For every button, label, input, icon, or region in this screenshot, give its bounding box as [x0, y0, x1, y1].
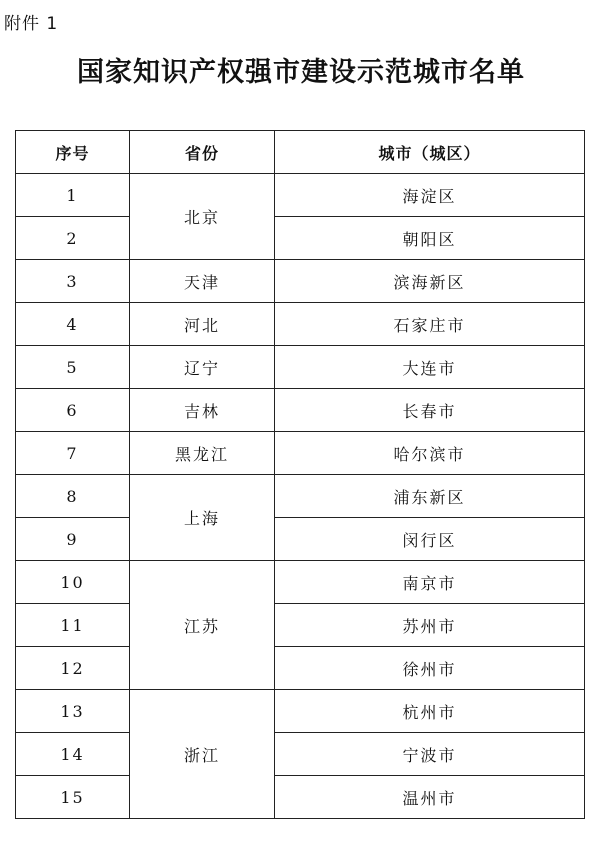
cell-city: 哈尔滨市	[275, 432, 585, 475]
cell-no: 15	[16, 776, 130, 819]
table-header-row	[16, 131, 585, 174]
cell-province: 黑龙江	[130, 432, 275, 475]
table-row	[16, 690, 585, 733]
cell-city: 闵行区	[275, 518, 585, 561]
table-row	[16, 776, 585, 819]
header-city: 城市（城区）	[275, 131, 585, 174]
cell-no: 2	[16, 217, 130, 260]
table-row	[16, 561, 585, 604]
table-row	[16, 518, 585, 561]
cell-no: 6	[16, 389, 130, 432]
cell-city: 浦东新区	[275, 475, 585, 518]
cell-province: 河北	[130, 303, 275, 346]
table-row	[16, 389, 585, 432]
table-row	[16, 604, 585, 647]
table-row	[16, 174, 585, 217]
cell-city: 大连市	[275, 346, 585, 389]
cell-province: 天津	[130, 260, 275, 303]
cell-no: 13	[16, 690, 130, 733]
cell-no: 11	[16, 604, 130, 647]
cell-city: 徐州市	[275, 647, 585, 690]
cell-no: 1	[16, 174, 130, 217]
table-row	[16, 475, 585, 518]
header-province: 省份	[130, 131, 275, 174]
cell-city: 南京市	[275, 561, 585, 604]
header-no: 序号	[16, 131, 130, 174]
cell-no: 4	[16, 303, 130, 346]
city-list-table	[15, 130, 585, 819]
cell-city: 朝阳区	[275, 217, 585, 260]
table-row	[16, 303, 585, 346]
cell-province: 吉林	[130, 389, 275, 432]
cell-city: 苏州市	[275, 604, 585, 647]
cell-city: 杭州市	[275, 690, 585, 733]
cell-city: 温州市	[275, 776, 585, 819]
cell-no: 14	[16, 733, 130, 776]
table-row	[16, 217, 585, 260]
cell-no: 10	[16, 561, 130, 604]
cell-city: 石家庄市	[275, 303, 585, 346]
table-row	[16, 432, 585, 475]
cell-no: 5	[16, 346, 130, 389]
cell-city: 宁波市	[275, 733, 585, 776]
cell-no: 9	[16, 518, 130, 561]
cell-city: 长春市	[275, 389, 585, 432]
table-row	[16, 260, 585, 303]
table-row	[16, 733, 585, 776]
cell-city: 海淀区	[275, 174, 585, 217]
cell-no: 12	[16, 647, 130, 690]
table-row	[16, 346, 585, 389]
cell-no: 3	[16, 260, 130, 303]
cell-province: 江苏	[130, 561, 275, 690]
cell-province: 辽宁	[130, 346, 275, 389]
cell-province: 上海	[130, 475, 275, 561]
cell-province: 北京	[130, 174, 275, 260]
cell-city: 滨海新区	[275, 260, 585, 303]
cell-province: 浙江	[130, 690, 275, 819]
cell-no: 8	[16, 475, 130, 518]
cell-no: 7	[16, 432, 130, 475]
annex-label: 附件 1	[4, 14, 59, 34]
table-body	[16, 174, 585, 819]
table-row	[16, 647, 585, 690]
page-title: 国家知识产权强市建设示范城市名单	[77, 57, 525, 88]
